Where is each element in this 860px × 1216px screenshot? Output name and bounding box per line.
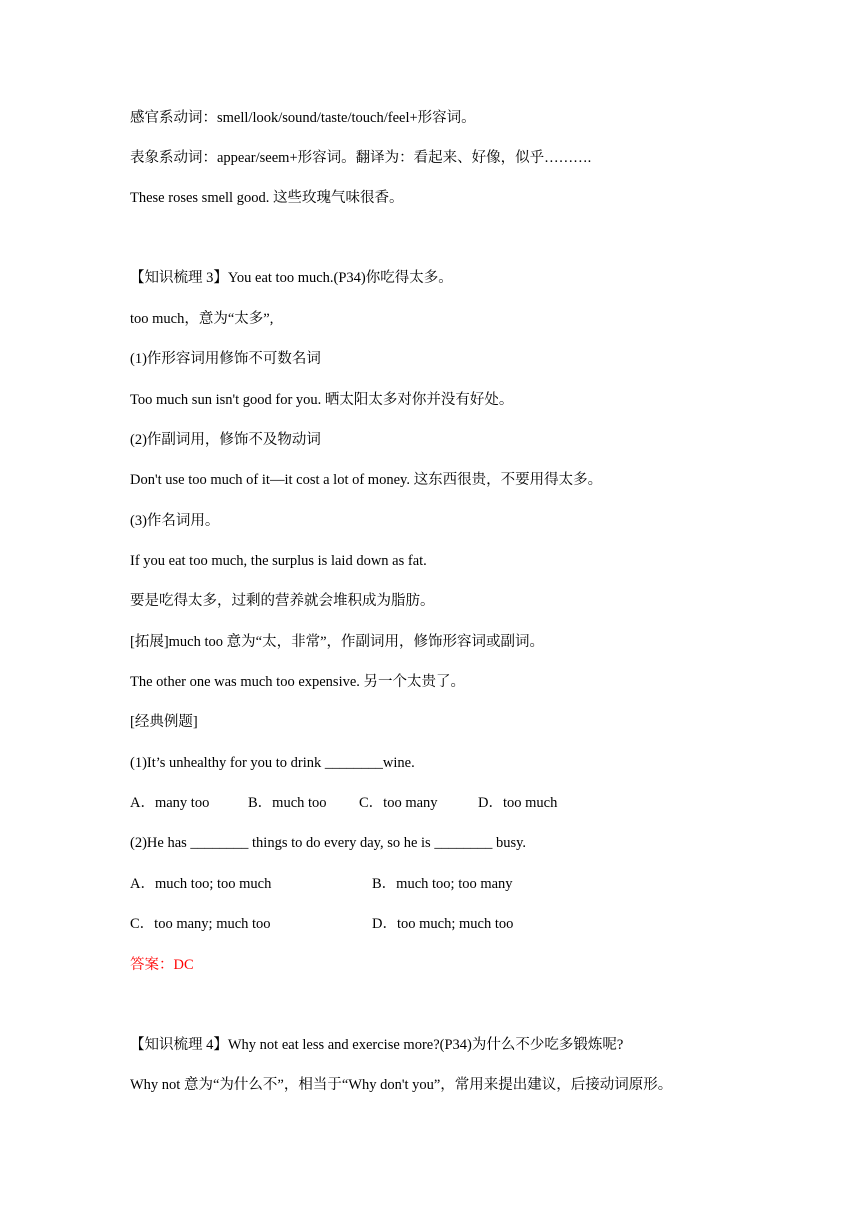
- linking-verb-sense-line: 感官系动词：smell/look/sound/taste/touch/feel+形容词。: [130, 110, 476, 126]
- answer-line: 答案：DC: [130, 957, 194, 973]
- q1-option-c: C．too many: [359, 795, 438, 811]
- usage-3-line: (3)作名词用。: [130, 513, 220, 529]
- q2-option-a: A．much too; too much: [130, 876, 272, 892]
- question-2-options-row-1: [130, 874, 513, 894]
- example-roses-line: These roses smell good. 这些玫瑰气味很香。: [130, 190, 404, 206]
- example-3-chinese-line: 要是吃得太多，过剩的营养就会堆积成为脂肪。: [130, 593, 435, 609]
- linking-verb-appearance-line: 表象系动词：appear/seem+形容词。翻译为：看起来、好像，似乎……….: [130, 150, 592, 166]
- classic-examples-label: [经典例题]: [130, 714, 198, 730]
- question-2-options-row-2: [130, 914, 513, 934]
- knowledge-point-3-heading: 【知识梳理 3】You eat too much.(P34)你吃得太多。: [130, 270, 453, 286]
- usage-2-line: (2)作副词用，修饰不及物动词: [130, 432, 321, 448]
- usage-1-line: (1)作形容词用修饰不可数名词: [130, 351, 321, 367]
- q2-option-b: B．much too; too many: [372, 876, 513, 892]
- q2-option-d: D．too much; much too: [372, 916, 514, 932]
- example-1-line: Too much sun isn't good for you. 晒太阳太多对你并没有好处。: [130, 392, 514, 408]
- example-2-line: Don't use too much of it—it cost a lot of money. 这东西很贵，不要用得太多。: [130, 472, 603, 488]
- example-3-english-line: If you eat too much, the surplus is laid down as fat.: [130, 553, 427, 569]
- question-1-options: [130, 793, 557, 813]
- q1-option-b: B．much too: [248, 795, 327, 811]
- question-2: (2)He has ________ things to do every day, so he is ________ busy.: [130, 835, 527, 851]
- q1-option-a: A．many too: [130, 795, 210, 811]
- q2-option-c: C．too many; much too: [130, 916, 271, 932]
- extension-line: [拓展]much too 意为“太，非常”，作副词用，修饰形容词或副词。: [130, 634, 545, 650]
- why-not-explanation: Why not 意为“为什么不”，相当于“Why don't you”，常用来提出建议，后接动词原形。: [130, 1077, 673, 1093]
- too-much-intro: too much，意为“太多”,: [130, 311, 274, 327]
- q1-option-d: D．too much: [478, 795, 558, 811]
- question-1: (1)It’s unhealthy for you to drink ________wine.: [130, 755, 415, 771]
- knowledge-point-4-heading: 【知识梳理 4】Why not eat less and exercise more?(P34)为什么不少吃多锻炼呢?: [130, 1037, 624, 1053]
- example-4-line: The other one was much too expensive. 另一个太贵了。: [130, 674, 466, 690]
